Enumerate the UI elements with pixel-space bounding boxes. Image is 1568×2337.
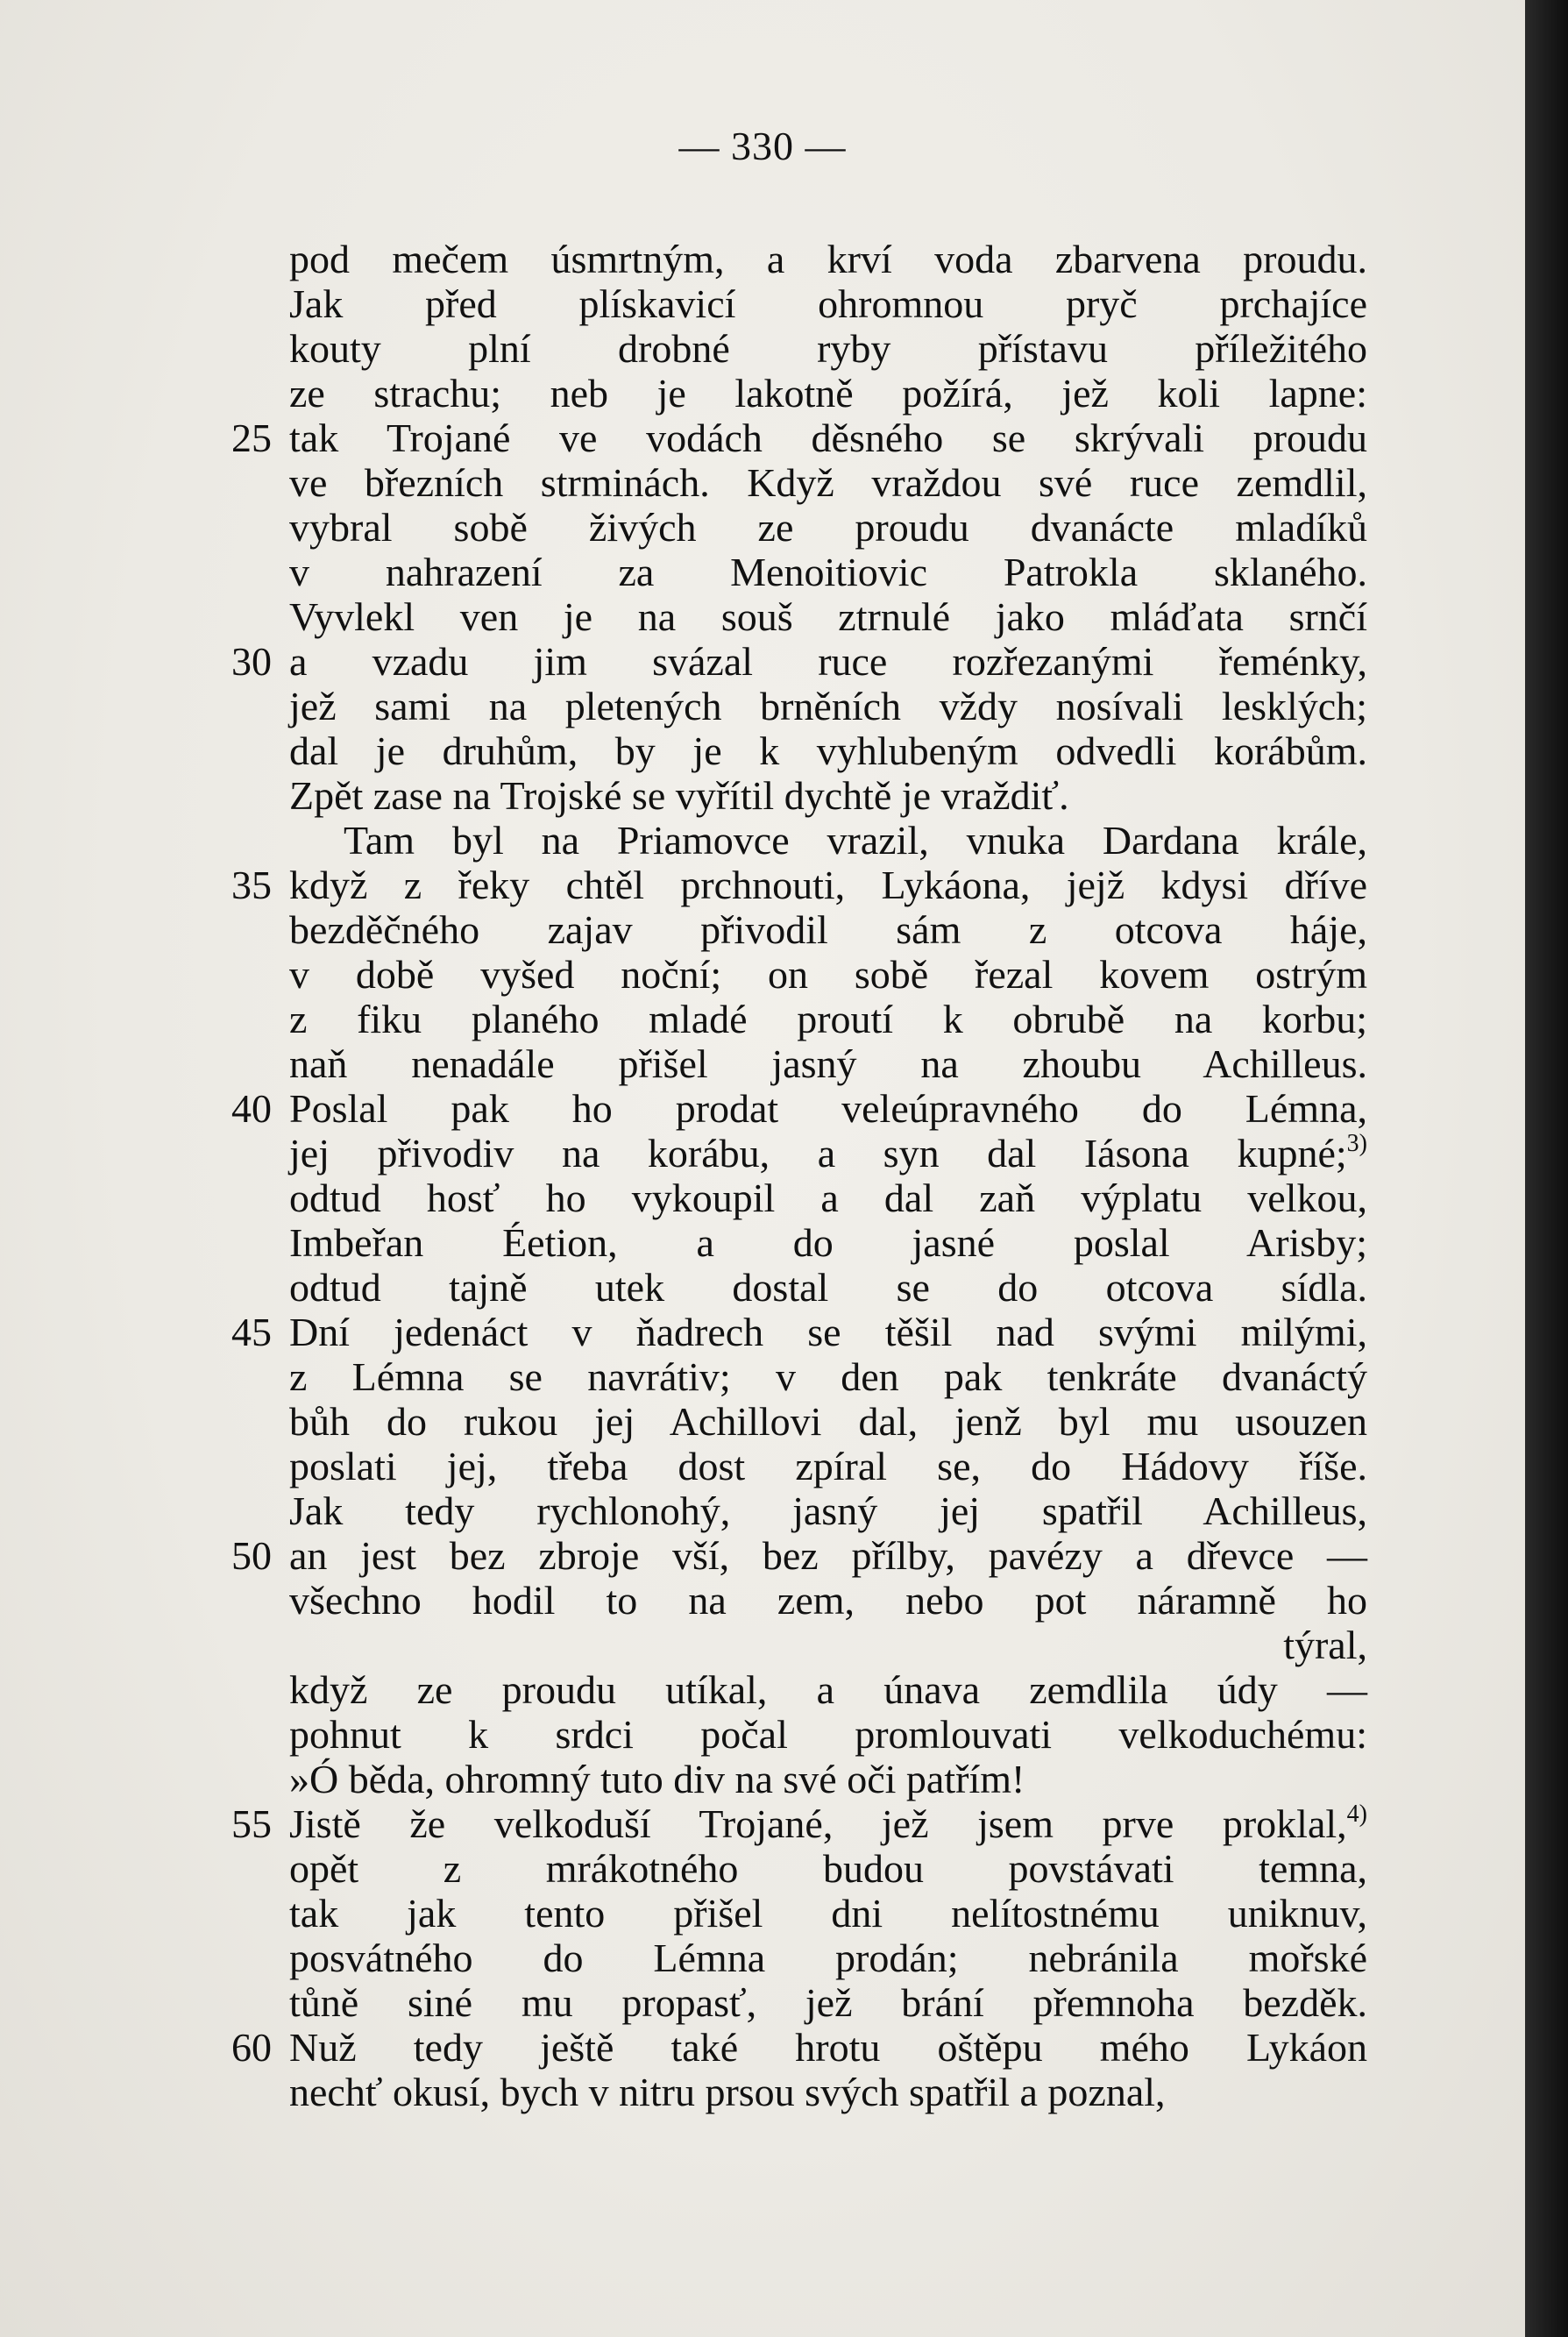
verse-words: když z řeky chtěl prchnouti, Lykáona, jejž kdysi dříve <box>289 863 1367 907</box>
verse-line <box>0 326 1525 371</box>
verse-line <box>0 505 1525 550</box>
verse-words: týral, <box>1283 1623 1367 1667</box>
verse-line <box>0 1041 1525 1086</box>
verse-line <box>0 728 1525 773</box>
verse-words: Jak tedy rychlonohý, jasný jej spatřil Achilleus, <box>289 1488 1367 1533</box>
verse-text-line <box>289 1176 1367 1220</box>
verse-words: Dní jedenáct v ňadrech se těšil nad svými milými, <box>289 1310 1367 1354</box>
verse-words: tak jak tento přišel dni nelítostnému uniknuv, <box>289 1891 1367 1936</box>
verse-line <box>0 1488 1525 1533</box>
verse-line <box>0 863 1525 907</box>
verse-text-line <box>289 1354 1367 1399</box>
verse-line <box>0 818 1525 863</box>
verse-text-line <box>289 1444 1367 1488</box>
verse-line <box>0 1891 1525 1936</box>
verse-words: »Ó běda, ohromný tuto div na své oči patřím! <box>289 1757 1025 1801</box>
verse-words: ve březních strminách. Když vraždou své ruce zemdlil, <box>289 460 1367 505</box>
verse-line <box>0 1578 1525 1623</box>
verse-words: jej přivodiv na korábu, a syn dal Iásona kupné; <box>289 1131 1347 1176</box>
verse-line <box>0 1757 1525 1801</box>
verse-words: pod mečem úsmrtným, a krví voda zbarvena proudu. <box>289 237 1367 281</box>
verse-words: a vzadu jim svázal ruce rozřezanými řeménky, <box>289 639 1367 684</box>
verse-text-line <box>289 1533 1367 1578</box>
verse-words: jež sami na pletených brněních vždy nosívali lesklých; <box>289 684 1367 728</box>
verse-words: bůh do rukou jej Achillovi dal, jenž byl mu usouzen <box>289 1399 1367 1444</box>
verse-line <box>0 281 1525 326</box>
verse-text-line <box>289 1131 1367 1176</box>
verse-line <box>0 594 1525 639</box>
verse-text-line <box>289 907 1367 952</box>
verse-text-line <box>289 1220 1367 1265</box>
verse-text-line <box>289 1936 1367 1980</box>
verse-text-line <box>289 1086 1367 1131</box>
verse-text-line <box>289 594 1367 639</box>
line-number: 25 <box>231 416 272 460</box>
verse-line <box>0 1667 1525 1712</box>
verse-line <box>0 952 1525 997</box>
verse-text-line <box>289 773 1367 818</box>
verse-text-line <box>289 550 1367 594</box>
verse-text-line <box>289 237 1367 281</box>
page-number: — 330 — <box>678 124 847 168</box>
verse-words: odtud hosť ho vykoupil a dal zaň výplatu velkou, <box>289 1176 1367 1220</box>
verse-text-line <box>289 639 1367 684</box>
verse-words: Vyvlekl ven je na souš ztrnulé jako mláďata srnčí <box>289 594 1367 639</box>
verse-line <box>0 1936 1525 1980</box>
verse-line <box>0 237 1525 281</box>
verse-words: v době vyšed noční; on sobě řezal kovem ostrým <box>289 952 1367 997</box>
footnote-marker: 4) <box>1346 1801 1367 1828</box>
verse-line <box>0 684 1525 728</box>
verse-words: Poslal pak ho prodat veleúpravného do Lémna, <box>289 1086 1367 1131</box>
verse-words: an jest bez zbroje vší, bez přílby, pavézy a dřevce — <box>289 1533 1367 1578</box>
verse-line <box>0 371 1525 416</box>
line-number: 60 <box>231 2025 272 2070</box>
verse-line <box>0 2070 1525 2114</box>
verse-words: Nuž tedy ještě také hrotu oštěpu mého Lykáon <box>289 2025 1367 2070</box>
verse-words: naň nenadále přišel jasný na zhoubu Achilleus. <box>289 1041 1367 1086</box>
verse-words: vybral sobě živých ze proudu dvanácte mladíků <box>289 505 1367 550</box>
line-number: 35 <box>231 863 272 907</box>
verse-text-line <box>289 818 1367 863</box>
verse-line <box>0 550 1525 594</box>
line-number: 40 <box>231 1086 272 1131</box>
footnote-marker: 3) <box>1346 1130 1367 1157</box>
verse-line <box>0 416 1525 460</box>
verse-words: v nahrazení za Menoitiovic Patrokla sklaného. <box>289 550 1367 594</box>
verse-line <box>0 1131 1525 1176</box>
verse-text-line <box>289 1667 1367 1712</box>
verse-line <box>0 1354 1525 1399</box>
verse-text-line <box>289 416 1367 460</box>
scan-edge <box>1525 0 1568 2337</box>
verse-text-line <box>289 2025 1367 2070</box>
verse-line <box>0 460 1525 505</box>
verse-text-line <box>289 1265 1367 1310</box>
verse-line <box>0 1310 1525 1354</box>
verse-text-line <box>289 1891 1367 1936</box>
verse-text-line <box>289 997 1367 1041</box>
verse-text-line <box>289 1399 1367 1444</box>
verse-words: opět z mrákotného budou povstávati temna, <box>289 1846 1367 1891</box>
verse-words: odtud tajně utek dostal se do otcova sídla. <box>289 1265 1367 1310</box>
verse-text-line <box>289 1623 1367 1667</box>
verse-words: pohnut k srdci počal promlouvati velkoduchému: <box>289 1712 1367 1757</box>
verse-words: Imbeřan Éetion, a do jasné poslal Arisby; <box>289 1220 1367 1265</box>
verse-words: poslati jej, třeba dost zpíral se, do Hádovy říše. <box>289 1444 1367 1488</box>
verse-line <box>0 1265 1525 1310</box>
verse-text-line <box>289 863 1367 907</box>
verse-text-line <box>289 1488 1367 1533</box>
verse-text-line <box>289 460 1367 505</box>
verse-words: dal je druhům, by je k vyhlubeným odvedli korábům. <box>289 728 1367 773</box>
line-number: 50 <box>231 1533 272 1578</box>
verse-text-line <box>289 952 1367 997</box>
verse-line <box>0 1220 1525 1265</box>
verse-words: tůně siné mu propasť, jež brání přemnoha bezděk. <box>289 1980 1367 2025</box>
verse-words: kouty plní drobné ryby přístavu příležitého <box>289 326 1367 371</box>
verse-line <box>0 2025 1525 2070</box>
verse-text-line <box>289 505 1367 550</box>
verse-text-line <box>289 1310 1367 1354</box>
verse-line <box>0 1533 1525 1578</box>
verse-text-line <box>289 281 1367 326</box>
verse-line <box>0 907 1525 952</box>
verse-text-line <box>289 326 1367 371</box>
verse-words: Jak před plískavicí ohromnou pryč prchajíce <box>289 281 1367 326</box>
verse-text-line <box>289 371 1367 416</box>
verse-line <box>0 997 1525 1041</box>
verse-line <box>0 1980 1525 2025</box>
verse-words: z Lémna se navrátiv; v den pak tenkráte dvanáctý <box>289 1354 1367 1399</box>
line-number: 55 <box>231 1801 272 1846</box>
verse-words: tak Trojané ve vodách děsného se skrývali proudu <box>289 416 1367 460</box>
verse-text-line <box>289 1041 1367 1086</box>
verse-line <box>0 1846 1525 1891</box>
verse-text-line <box>289 728 1367 773</box>
verse-text-line <box>289 1712 1367 1757</box>
verse-line <box>0 1444 1525 1488</box>
verse-words: ze strachu; neb je lakotně požírá, jež koli lapne: <box>289 371 1367 416</box>
verse-line <box>0 1086 1525 1131</box>
verse-words: všechno hodil to na zem, nebo pot náramně ho <box>289 1578 1367 1623</box>
verse-text-line <box>289 1757 1367 1801</box>
verse-text-line <box>289 1980 1367 2025</box>
verse-line <box>0 1399 1525 1444</box>
verse-text-line <box>289 1801 1367 1846</box>
verse-words: nechť okusí, bych v nitru prsou svých spatřil a poznal, <box>289 2070 1166 2114</box>
verse-words: Jistě že velkoduší Trojané, jež jsem prve proklal, <box>289 1801 1347 1846</box>
verse-words: z fiku planého mladé proutí k obrubě na korbu; <box>289 997 1367 1041</box>
verse-line <box>0 639 1525 684</box>
verse-line <box>0 1176 1525 1220</box>
verse-text-line <box>289 684 1367 728</box>
verse-words: bezděčného zajav přivodil sám z otcova háje, <box>289 907 1367 952</box>
verse-line <box>0 1712 1525 1757</box>
line-number: 30 <box>231 639 272 684</box>
verse-line <box>0 773 1525 818</box>
verse-words: Tam byl na Priamovce vrazil, vnuka Dardana krále, <box>344 818 1367 863</box>
verse-text-line <box>289 1846 1367 1891</box>
verse-line <box>0 1801 1525 1846</box>
verse-text-line <box>289 1578 1367 1623</box>
verse-words: Zpět zase na Trojské se vyřítil dychtě je vraždiť. <box>289 773 1069 818</box>
line-number: 45 <box>231 1310 272 1354</box>
verse-line <box>0 1623 1525 1667</box>
verse-words: když ze proudu utíkal, a únava zemdlila údy — <box>289 1667 1367 1712</box>
verse-words: posvátného do Lémna prodán; nebránila mořské <box>289 1936 1367 1980</box>
verse-text-line <box>289 2070 1367 2114</box>
